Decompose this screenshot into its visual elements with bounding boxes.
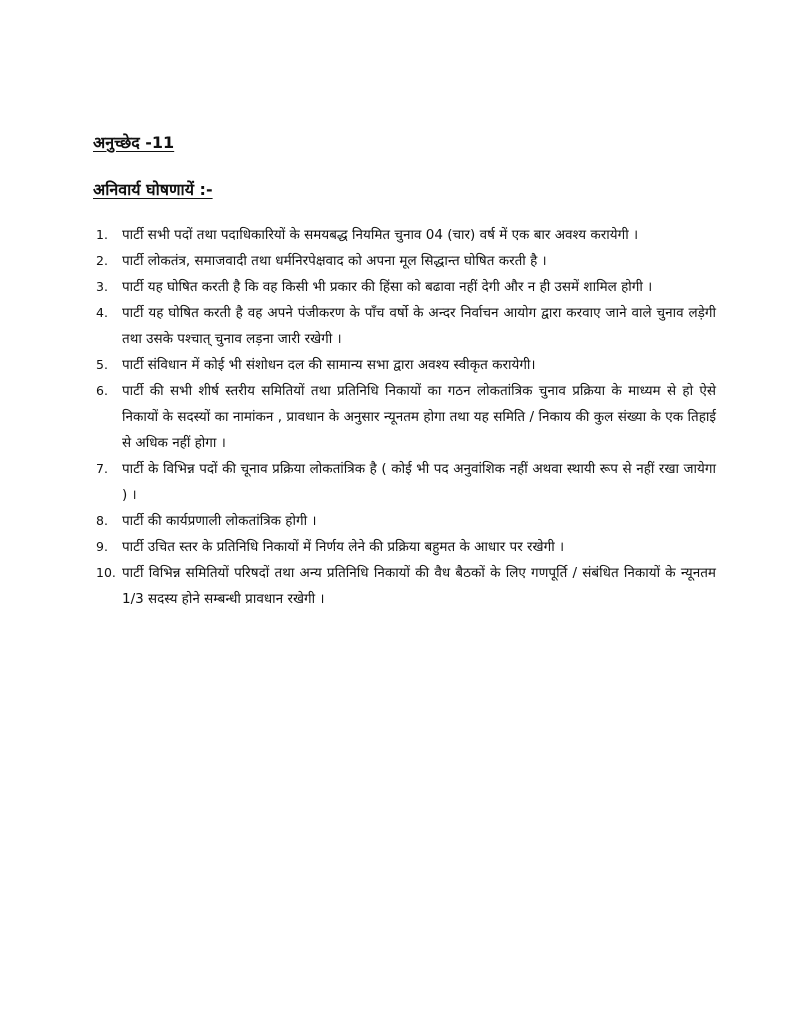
declaration-text: पार्टी यह घोषित करती है वह अपने पंजीकरण के पाँच वर्षो के अन्दर निर्वाचन आयोग द्वारा करवाए जाने वाले चुनाव लड़ेगी तथा उसके पश्चात् चुनाव लड़ना जारी रखेगी । [122, 305, 716, 347]
declaration-text: पार्टी के विभिन्न पदों की चूनाव प्रक्रिया लोकतांत्रिक है ( कोई भी पद अनुवांशिक नहीं अथवा स्थायी रूप से नहीं रखा जायेगा ) । [122, 461, 716, 503]
section-title: अनिवार्य घोषणायें :- [93, 180, 213, 199]
declaration-number: 5. [96, 357, 108, 372]
declaration-item-5 [96, 352, 716, 378]
declaration-item-7 [96, 456, 716, 508]
declaration-text: पार्टी की सभी शीर्ष स्तरीय समितियों तथा प्रतिनिधि निकायों का गठन लोकतांत्रिक चुनाव प्रक्रिया के माध्यम से हो ऐसे निकायों के सदस्यों का नामांकन , प्रावधान के अनुसार न्यूनतम होगा तथा यह समिति / निकाय की कुल संख्या के एक तिहाई से अधिक नहीं होगा । [122, 383, 716, 451]
declaration-number: 4. [96, 305, 108, 320]
declaration-item-2 [96, 248, 716, 274]
declaration-number: 8. [96, 513, 108, 528]
declaration-number: 9. [96, 539, 108, 554]
declaration-item-3 [96, 274, 716, 300]
declaration-number: 7. [96, 461, 108, 476]
declaration-number: 10. [96, 565, 116, 580]
declaration-text: पार्टी की कार्यप्रणाली लोकतांत्रिक होगी । [122, 513, 317, 529]
declaration-text: पार्टी सभी पदों तथा पदाधिकारियों के समयबद्ध नियमित चुनाव 04 (चार) वर्ष में एक बार अवश्य करायेगी । [122, 227, 639, 243]
declaration-item-6 [96, 378, 716, 456]
declaration-text: पार्टी उचित स्तर के प्रतिनिधि निकायों में निर्णय लेने की प्रक्रिया बहुमत के आधार पर रखेगी । [122, 539, 565, 555]
article-title: अनुच्छेद -11 [93, 133, 175, 152]
declaration-number: 2. [96, 253, 108, 268]
declaration-item-10 [96, 560, 716, 612]
declaration-number: 6. [96, 383, 108, 398]
declaration-text: पार्टी संविधान में कोई भी संशोधन दल की सामान्य सभा द्वारा अवश्य स्वीकृत करायेगी। [122, 357, 536, 373]
declaration-number: 3. [96, 279, 108, 294]
declarations-list [96, 222, 716, 612]
declaration-item-9 [96, 534, 716, 560]
declaration-text: पार्टी विभिन्न समितियों परिषदों तथा अन्य प्रतिनिधि निकायों की वैध बैठकों के लिए गणपूर्ति / संबंधित निकायों के न्यूनतम 1/3 सदस्य होने सम्बन्धी प्रावधान रखेगी । [122, 565, 716, 607]
declaration-item-1 [96, 222, 716, 248]
declaration-number: 1. [96, 227, 108, 242]
declaration-text: पार्टी यह घोषित करती है कि वह किसी भी प्रकार की हिंसा को बढावा नहीं देगी और न ही उसमें शामिल होगी । [122, 279, 653, 295]
declaration-text: पार्टी लोकतंत्र, समाजवादी तथा धर्मनिरपेक्षवाद को अपना मूल सिद्धान्त घोषित करती है । [122, 253, 547, 269]
declaration-item-4 [96, 300, 716, 352]
declaration-item-8 [96, 508, 716, 534]
